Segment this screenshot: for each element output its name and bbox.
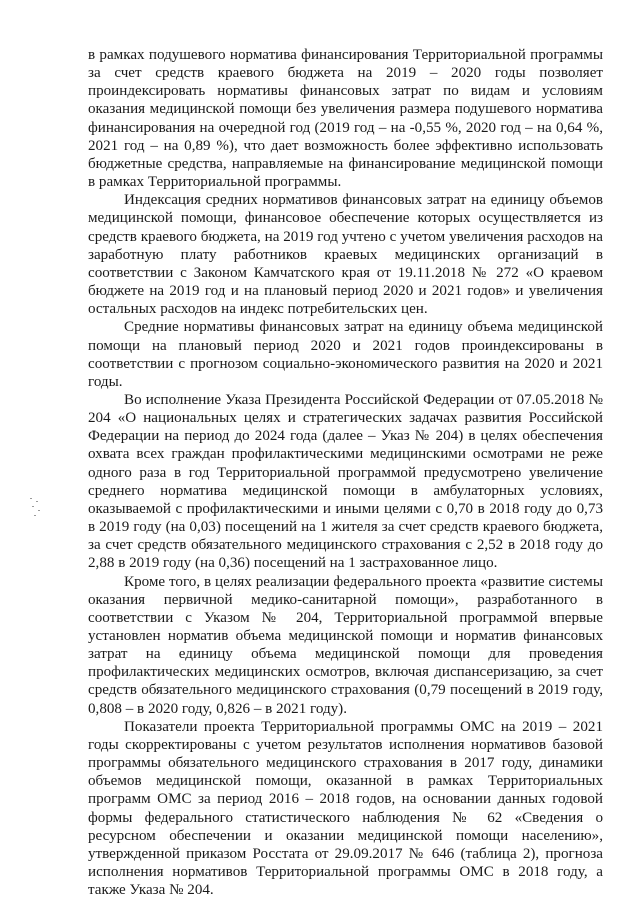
paragraph-federal-project: Кроме того, в целях реализации федерального проекта «развитие системы оказания первичной медико-санитарной помощи», разработанного в соответствии с Указом № 204, Территориальной программой впервые установлен норматив объема медицинской помощи и норматив финансовых затрат на единицу объема медицинской помощи для проведения профилактических медицинских осмотров, включая диспансеризацию, за счет средств обязательного медицинского страхования (0,79 посещений в 2019 году, 0,808 – в 2020 году, 0,826 – в 2021 году). bbox=[88, 573, 603, 717]
paragraph-continued-financing: в рамках подушевого норматива финансирования Территориальной программы за счет средств краевого бюджета на 2019 – 2020 годы позволяет проиндексировать нормативы финансовых затрат по видам и условиям оказания медицинской помощи без увеличения размера подушевого норматива финансирования на очередной год (2019 год – на -0,55 %, 2020 год – на 0,64 %, 2021 год – на 0,89 %), что дает возможность более эффективно использовать бюджетные средства, направляемые на финансирование медицинской помощи в рамках Территориальной программы. bbox=[88, 47, 603, 191]
paragraph-average-norms: Средние нормативы финансовых затрат на единицу объема медицинской помощи на плановый период 2020 и 2021 годов проиндексированы в соответствии с прогнозом социально-экономического развития на 2020 и 2021 годы. bbox=[88, 319, 603, 390]
paragraph-oms-indicators: Показатели проекта Территориальной программы ОМС на 2019 – 2021 годы скорректированы с учетом результатов исполнения нормативов базовой программы обязательного медицинского страхования в 2017 году, динамики объемов медицинской помощи, оказанной в рамках Территориальных программ ОМС за период 2016 – 2018 годов, на основании данных годовой формы федерального статистического наблюдения № 62 «Сведения о ресурсном обеспечении и оказании медицинской помощи населению», утвержденной приказом Росстата от 29.09.2017 № 646 (таблица 2), прогноза исполнения нормативов Территориальной программы ОМС в 2018 году, а также Указа № 204. bbox=[88, 718, 603, 899]
paragraph-presidential-decree: Во исполнение Указа Президента Российской Федерации от 07.05.2018 № 204 «О национальных целях и стратегических задачах развития Российской Федерации на период до 2024 года (далее – Указ № 204) в целях обеспечения охвата всех граждан профилактическими медицинскими осмотрами не реже одного раза в год Территориальной программой предусмотрено увеличение среднего норматива медицинской помощи в амбулаторных условиях, оказываемой с профилактическими и иными целями с 0,70 в 2018 году до 0,73 в 2019 году (на 0,03) посещений на 1 жителя за счет средств краевого бюджета, за счет средств обязательного медицинского страхования с 2,52 в 2018 году до 2,88 в 2019 году (на 0,36) посещений на 1 застрахованное лицо. bbox=[88, 391, 603, 572]
paragraph-indexation: Индексация средних нормативов финансовых затрат на единицу объемов медицинской помощи, финансовое обеспечение которых осуществляется из средств краевого бюджета, на 2019 год учтено с учетом увеличения расходов на заработную плату работников краевых медицинских организаций в соответствии с Законом Камчатского края от 19.11.2018 № 272 «О краевом бюджете на 2019 год и на плановый период 2020 и 2021 годов» и увеличения остальных расходов на индекс потребительских цен. bbox=[88, 192, 603, 318]
document-body bbox=[88, 46, 603, 899]
scan-margin-mark bbox=[28, 496, 42, 518]
